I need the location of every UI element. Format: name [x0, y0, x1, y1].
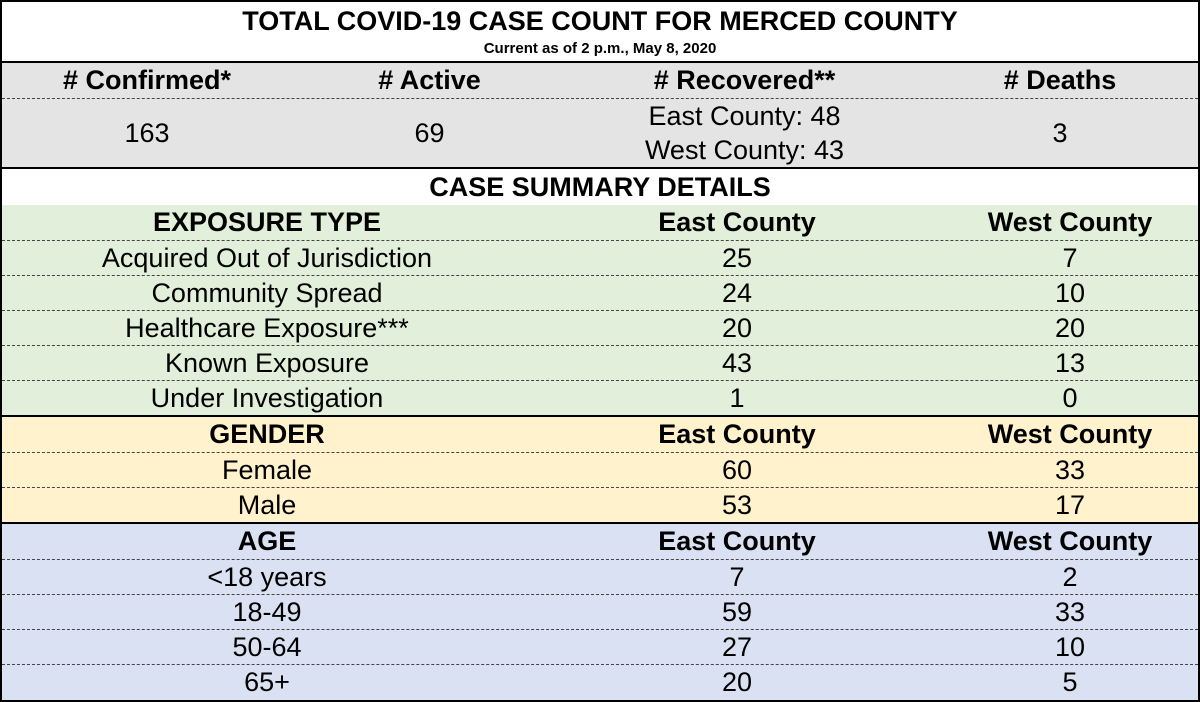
exposure-east-value: 43 — [721, 347, 753, 378]
table-row — [2, 276, 1198, 311]
exposure-label: Community Spread — [151, 277, 383, 308]
table-row — [2, 665, 1198, 700]
exposure-east-header: East County — [658, 207, 816, 237]
gender-label: Male — [237, 489, 297, 520]
confirmed-value: 163 — [124, 117, 170, 148]
exposure-west-value: 20 — [1054, 312, 1086, 343]
gender-east-header: East County — [658, 419, 816, 449]
active-value: 69 — [414, 117, 445, 148]
exposure-label: Known Exposure — [164, 347, 370, 378]
age-east-value: 7 — [729, 561, 745, 592]
table-row — [2, 453, 1198, 488]
gender-west-header: West County — [987, 419, 1153, 449]
exposure-west-value: 0 — [1062, 382, 1078, 413]
table-row — [2, 560, 1198, 595]
age-east-header: East County — [658, 526, 816, 556]
age-west-value: 10 — [1054, 631, 1086, 662]
table-row — [2, 630, 1198, 665]
exposure-type-header: EXPOSURE TYPE — [152, 207, 382, 237]
gender-west-value: 33 — [1054, 454, 1086, 485]
exposure-east-value: 24 — [721, 277, 753, 308]
age-east-value: 59 — [721, 596, 753, 627]
gender-header: GENDER — [209, 419, 325, 449]
age-east-value: 20 — [721, 667, 753, 697]
age-label: 18-49 — [232, 596, 302, 627]
deaths-value: 3 — [1052, 117, 1068, 148]
exposure-west-header: West County — [987, 207, 1153, 237]
table-row — [2, 241, 1198, 276]
page-subtitle: Current as of 2 p.m., May 8, 2020 — [483, 40, 717, 57]
confirmed-header: # Confirmed* — [62, 65, 232, 95]
age-header: AGE — [237, 526, 297, 556]
summary-title: CASE SUMMARY DETAILS — [429, 171, 771, 202]
age-label: <18 years — [207, 561, 327, 592]
exposure-label: Under Investigation — [150, 382, 384, 413]
exposure-east-value: 25 — [721, 242, 753, 273]
summary-title-row — [2, 169, 1198, 205]
exposure-west-value: 7 — [1062, 242, 1078, 273]
recovered-east-value: East County: 48 — [648, 101, 841, 131]
age-west-value: 33 — [1054, 596, 1086, 627]
gender-header-row — [2, 417, 1198, 453]
age-label: 50-64 — [232, 631, 302, 662]
gender-east-value: 60 — [721, 454, 753, 485]
table-row — [2, 595, 1198, 630]
age-header-row — [2, 524, 1198, 560]
exposure-west-value: 10 — [1054, 277, 1086, 308]
title-band — [2, 2, 1198, 63]
page-title: TOTAL COVID-19 CASE COUNT FOR MERCED COUNTY — [242, 6, 958, 36]
gender-west-value: 17 — [1054, 489, 1086, 520]
age-west-header: West County — [987, 526, 1153, 556]
exposure-label: Healthcare Exposure*** — [125, 312, 409, 343]
recovered-west-value: West County: 43 — [644, 135, 845, 165]
table-row — [2, 311, 1198, 346]
age-west-value: 5 — [1062, 667, 1078, 697]
age-east-value: 27 — [721, 631, 753, 662]
totals-header-row — [2, 63, 1198, 99]
exposure-header-row — [2, 205, 1198, 241]
exposure-east-value: 1 — [729, 382, 745, 413]
exposure-west-value: 13 — [1054, 347, 1086, 378]
age-label: 65+ — [244, 667, 290, 697]
recovered-values — [567, 99, 922, 167]
deaths-header: # Deaths — [1003, 65, 1117, 95]
table-row — [2, 346, 1198, 381]
table-row — [2, 381, 1198, 417]
age-west-value: 2 — [1062, 561, 1078, 592]
recovered-header: # Recovered** — [653, 65, 836, 95]
exposure-east-value: 20 — [721, 312, 753, 343]
exposure-label: Acquired Out of Jurisdiction — [101, 242, 433, 273]
gender-east-value: 53 — [721, 489, 753, 520]
gender-label: Female — [221, 454, 313, 485]
active-header: # Active — [378, 65, 481, 95]
table-row — [2, 488, 1198, 524]
totals-values-row — [2, 99, 1198, 169]
